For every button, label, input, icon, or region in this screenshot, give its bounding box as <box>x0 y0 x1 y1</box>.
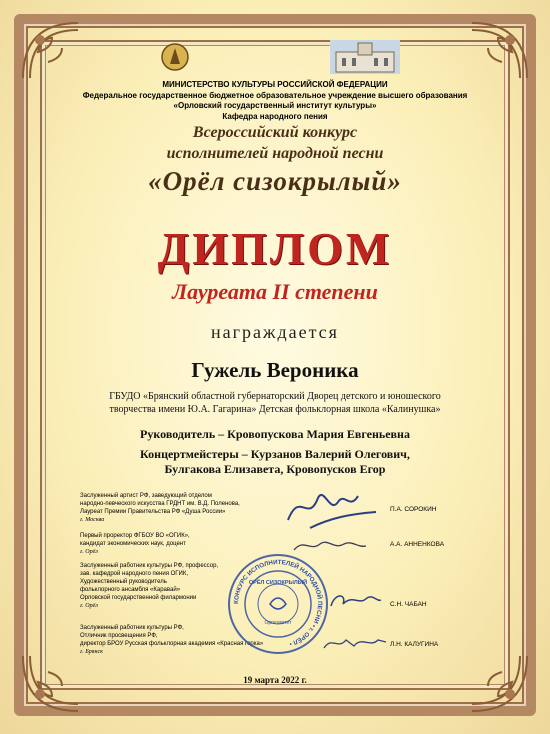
signature-title-line: народно-певческого искусства ГРДНТ им. В.Д. Поленова, <box>80 501 240 507</box>
corner-ornament-icon <box>18 18 88 88</box>
accompanists <box>0 447 550 477</box>
signature-title-line: Художественный руководитель <box>80 579 167 585</box>
ministry-line: МИНИСТЕРСТВО КУЛЬТУРЫ РОССИЙСКОЙ ФЕДЕРАЦИИ <box>162 80 388 89</box>
signatory-name: Л.Н. КАЛУГИНА <box>390 641 439 648</box>
corner-ornament-icon <box>462 18 532 88</box>
stamp-inner-text: ОРЁЛ СИЗОКРЫЛЫЙ <box>248 580 308 586</box>
ministry-header <box>0 80 550 122</box>
ministry-line: «Орловский государственный институт культуры» <box>173 101 377 110</box>
signature-title-line: Лауреат Премии Правительства РФ «Душа России» <box>80 509 226 515</box>
signatory-name: А.А. АННЕНКОВА <box>390 541 445 548</box>
signature-title-line: Заслуженный работник культуры РФ, <box>80 625 184 631</box>
organization-line: творчества имени Ю.А. Гагарина» Детская фольклорная школа «Калинушка» <box>109 403 441 415</box>
signature-title-line: зав. кафедрой народного пения ОГИК, <box>80 571 188 577</box>
institute-logo-icon <box>160 40 190 74</box>
accompanists-line: Булгакова Елизавета, Кровопусков Егор <box>164 462 386 476</box>
organization <box>0 391 550 416</box>
signature-title-line: Заслуженный работник культуры РФ, профессор, <box>80 563 219 569</box>
contest-line: исполнителей народной песни <box>166 145 384 162</box>
stamp-outer-text: КОНКУРС ИСПОЛНИТЕЛЕЙ НАРОДНОЙ ПЕСНИ • г. ОРЁЛ • <box>232 558 324 648</box>
signature-title-line: директор БРОУ Русская фольклорная академия «Красная горка» <box>80 641 264 647</box>
ministry-line: Кафедра народного пения <box>222 111 328 121</box>
stamp-center-label: Оргкомитет <box>264 620 292 626</box>
signature-city: г. Орёл <box>80 549 98 555</box>
signature-title-line: Отличник просвещения РФ, <box>80 633 158 639</box>
signatory-name: С.Н. ЧАБАН <box>390 601 427 608</box>
ministry-line: Федеральное государственное бюджетное образовательное учреждение высшего образования <box>82 90 468 100</box>
organization-line: ГБУДО «Брянский областной губернаторский Дворец детского и юношеского <box>109 391 441 402</box>
signature-title-line: фольклорного ансамбля «Каравай» <box>80 587 181 593</box>
contest-title <box>0 122 550 164</box>
signature-title-line: Заслуженный артист РФ, заведующий отделом <box>80 493 212 499</box>
laureate-degree: Лауреата II степени <box>172 279 378 304</box>
contest-line: Всероссийский конкурс <box>192 124 358 141</box>
handwritten-signature-icon <box>325 588 385 614</box>
accompanists-line: Концертмейстеры – Курзанов Валерий Олегович, <box>140 447 410 461</box>
official-stamp-icon <box>226 552 330 656</box>
signature-title <box>80 492 280 524</box>
recipient-name: Гужель Вероника <box>191 358 359 382</box>
signatory-name: П.А. СОРОКИН <box>390 506 437 513</box>
leader: Руководитель – Кровопускова Мария Евгеньевна <box>140 427 410 441</box>
issue-date: 19 марта 2022 г. <box>243 675 307 685</box>
awarded-label: награждается <box>211 322 339 342</box>
signature-title-line: кандидат экономических наук, доцент <box>80 541 186 547</box>
signature-title-line: Первый проректор ФГБОУ ВО «ОГИК», <box>80 533 190 539</box>
signature-title-line: Орловской государственной филармонии <box>80 595 197 601</box>
building-image-icon <box>330 40 400 74</box>
signature-city: г. Москва <box>80 517 105 523</box>
signature-city: г. Брянск <box>80 649 103 655</box>
handwritten-signature-icon <box>280 484 390 536</box>
handwritten-signature-icon <box>320 632 390 654</box>
contest-name: «Орёл сизокрылый» <box>148 166 402 196</box>
signature-city: г. Орёл <box>80 603 98 609</box>
diploma-title: ДИПЛОМ <box>157 223 393 274</box>
